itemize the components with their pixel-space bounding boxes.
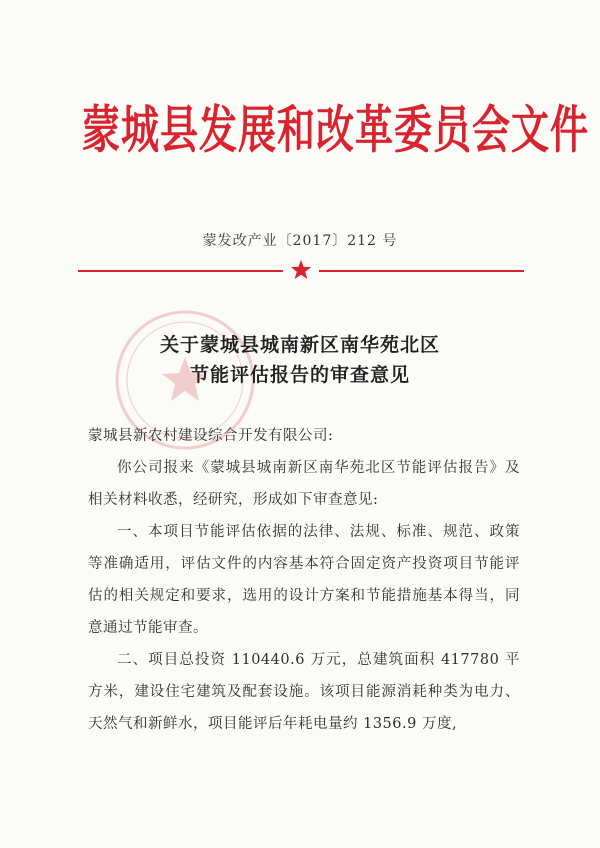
issuer-header-title: 蒙城县发展和改革委员会文件 <box>82 100 590 160</box>
document-title-line-2: 节能评估报告的审查意见 <box>189 364 410 386</box>
addressee: 蒙城县新农村建设综合开发有限公司: <box>88 428 334 444</box>
body-paragraph-2: 一、本项目节能评估依据的法律、法规、标准、规范、政策等准确适用，评估文件的内容基本符合固定资产投资项目节能评估的相关规定和要求，选用的设计方案和节能措施基本得当，同意通过节能审查。 <box>88 524 520 636</box>
divider-line-right <box>319 270 524 272</box>
body-paragraph-3: 二、项目总投资 110440.6 万元，总建筑面积 417780 平方米，建设住宅建筑及配套设施。该项目能源消耗种类为电力、天然气和新鲜水，项目能评后年耗电量约 1356.9 万度, <box>88 652 520 732</box>
red-divider <box>78 262 524 280</box>
star-icon <box>290 259 312 281</box>
document-number: 蒙发改产业〔2017〕212 号 <box>202 233 398 249</box>
body-paragraph-1: 你公司报来《蒙城县城南新区南华苑北区节能评估报告》及相关材料收悉，经研究，形成如下审查意见: <box>88 460 520 508</box>
document-title-line-1: 关于蒙城县城南新区南华苑北区 <box>159 334 440 356</box>
divider-line-left <box>78 270 283 272</box>
